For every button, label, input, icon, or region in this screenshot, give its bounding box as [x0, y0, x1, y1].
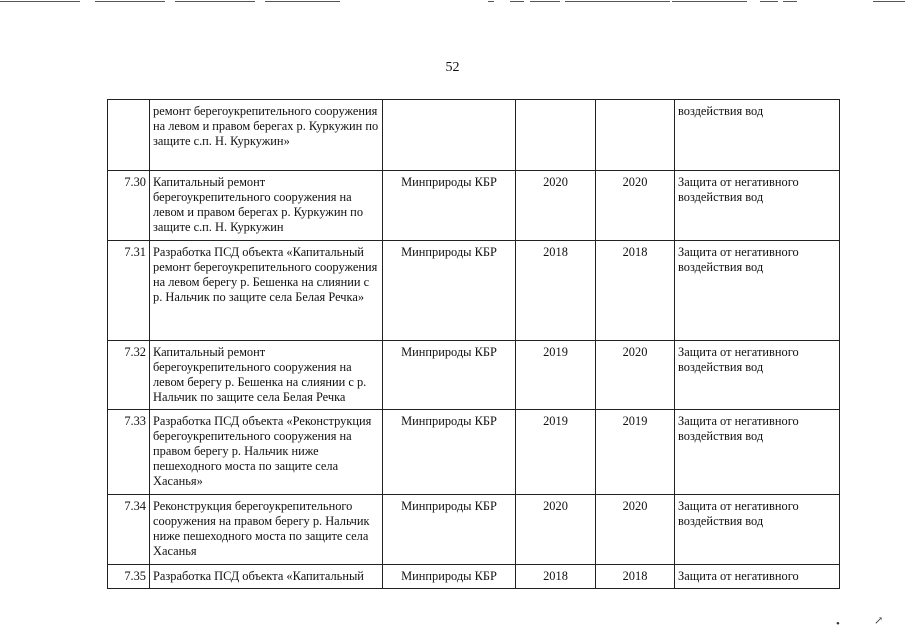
- measure-name: Разработка ПСД объекта «Капитальный ремонт берегоукрепительного сооружения на левом берегу р. Бешенка на слиянии с р. Нальчик по защите села Белая Речка»: [150, 241, 383, 341]
- measure-name: Разработка ПСД объекта «Капитальный: [150, 565, 383, 589]
- scan-edge-artifact: [0, 0, 905, 4]
- year-end: 2019: [596, 410, 675, 495]
- year-end: 2018: [596, 241, 675, 341]
- row-number: [108, 100, 150, 171]
- table-row: [108, 341, 840, 410]
- expected-result: воздействия вод: [675, 100, 840, 171]
- measure-name: Разработка ПСД объекта «Реконструкция берегоукрепительного сооружения на правом берегу р. Нальчик ниже пешеходного моста по защите села Хасанья»: [150, 410, 383, 495]
- scan-speck: ↗: [874, 615, 884, 627]
- year-start: 2019: [516, 341, 596, 410]
- year-end: [596, 100, 675, 171]
- measure-name: Капитальный ремонт берегоукрепительного сооружения на левом и правом берегах р. Куркужин по защите с.п. Н. Куркужин: [150, 171, 383, 241]
- table-row: [108, 100, 840, 171]
- year-start: 2018: [516, 241, 596, 341]
- expected-result: Защита от негативного воздействия вод: [675, 410, 840, 495]
- row-number: 7.31: [108, 241, 150, 341]
- expected-result: Защита от негативного воздействия вод: [675, 495, 840, 565]
- table-row: [108, 241, 840, 341]
- executor: Минприроды КБР: [383, 410, 516, 495]
- executor: Минприроды КБР: [383, 171, 516, 241]
- year-start: 2020: [516, 171, 596, 241]
- page-number: 52: [445, 60, 460, 75]
- year-end: 2020: [596, 171, 675, 241]
- measure-name: Реконструкция берегоукрепительного сооружения на правом берегу р. Нальчик ниже пешеходного моста по защите села Хасанья: [150, 495, 383, 565]
- executor: [383, 100, 516, 171]
- table-row: [108, 410, 840, 495]
- executor: Минприроды КБР: [383, 241, 516, 341]
- expected-result: Защита от негативного: [675, 565, 840, 589]
- scan-speck: •: [836, 618, 840, 630]
- executor: Минприроды КБР: [383, 495, 516, 565]
- year-start: 2019: [516, 410, 596, 495]
- year-end: 2018: [596, 565, 675, 589]
- expected-result: Защита от негативного воздействия вод: [675, 341, 840, 410]
- row-number: 7.33: [108, 410, 150, 495]
- row-number: 7.35: [108, 565, 150, 589]
- measure-name: ремонт берегоукрепительного сооружения на левом и правом берегах р. Куркужин по защите с.п. Н. Куркужин»: [150, 100, 383, 171]
- row-number: 7.34: [108, 495, 150, 565]
- executor: Минприроды КБР: [383, 341, 516, 410]
- measures-table: [107, 99, 840, 589]
- year-end: 2020: [596, 495, 675, 565]
- table-row: [108, 565, 840, 589]
- table-row: [108, 495, 840, 565]
- row-number: 7.30: [108, 171, 150, 241]
- year-start: 2020: [516, 495, 596, 565]
- row-number: 7.32: [108, 341, 150, 410]
- year-start: 2018: [516, 565, 596, 589]
- measure-name: Капитальный ремонт берегоукрепительного сооружения на левом берегу р. Бешенка на слиянии с р. Нальчик по защите села Белая Речка: [150, 341, 383, 410]
- expected-result: Защита от негативного воздействия вод: [675, 241, 840, 341]
- table-row: [108, 171, 840, 241]
- year-start: [516, 100, 596, 171]
- expected-result: Защита от негативного воздействия вод: [675, 171, 840, 241]
- executor: Минприроды КБР: [383, 565, 516, 589]
- year-end: 2020: [596, 341, 675, 410]
